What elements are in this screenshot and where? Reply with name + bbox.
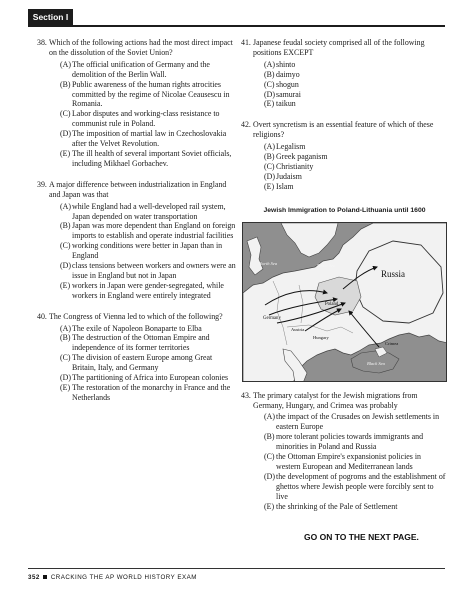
answer-option-text: samurai <box>276 89 301 99</box>
question-stem: The Congress of Vienna led to which of the following? <box>49 311 223 321</box>
answer-option <box>49 129 236 149</box>
answer-option <box>49 324 236 334</box>
answer-option-text: Islam <box>276 181 294 191</box>
answer-option-letter: (D) <box>60 373 71 383</box>
answer-option-letter: (C) <box>60 353 71 363</box>
answer-option-letter: (E) <box>264 181 275 191</box>
answer-option-text: Christianity <box>276 161 314 171</box>
answer-option-letter: (C) <box>264 79 275 89</box>
question-number: 40. <box>37 311 47 321</box>
answer-option-letter: (D) <box>264 471 275 481</box>
right-question-list <box>242 38 447 192</box>
answer-option-letter: (B) <box>60 79 71 89</box>
map-label-north-sea: North Sea <box>259 260 278 266</box>
answer-option <box>253 432 447 452</box>
answer-option-letter: (C) <box>60 109 71 119</box>
answer-option <box>49 149 236 169</box>
answer-option <box>49 241 236 261</box>
answer-option-text: The restoration of the monarchy in France and the Netherlands <box>72 383 231 402</box>
answer-option-text: working conditions were better in Japan than in England <box>72 241 223 261</box>
answer-option-letter: (A) <box>60 59 71 69</box>
answer-option-letter: (A) <box>264 412 275 422</box>
map-label-crimea: Crimea <box>385 340 399 346</box>
map-label-austria: Austria <box>291 326 305 332</box>
answer-option-text: The ill health of several important Soviet officials, including Mikhael Gorbachev. <box>72 148 232 168</box>
answer-option-text: the Ottoman Empire's expansionist policies in western European and Mediterranean lands <box>276 452 421 471</box>
answer-option-text: The exile of Napoleon Bonaparte to Elba <box>72 323 202 333</box>
answer-option <box>253 60 447 70</box>
question-stem: The primary catalyst for the Jewish migrations from Germany, Hungary, and Crimea was probably <box>253 390 418 410</box>
map-label-russia: Russia <box>381 268 406 279</box>
answer-option <box>253 412 447 432</box>
answer-option-text: taikun <box>276 99 296 109</box>
answer-option-letter: (A) <box>264 59 275 69</box>
answer-option <box>49 261 236 281</box>
answer-option-text: Japan was more dependent than England on foreign imports to establish and operate industrial facilities <box>72 221 236 241</box>
answer-option <box>253 99 447 109</box>
map-title: Jewish Immigration to Poland-Lithuania until 1600 <box>263 206 426 214</box>
map-svg <box>243 223 447 382</box>
question-number: 38. <box>37 38 47 47</box>
answer-option-letter: (D) <box>264 171 275 181</box>
question-stem: A major difference between industrialization in England and Japan was that <box>49 179 227 199</box>
answer-option-text: workers in Japan were gender-segregated, while workers in England were entirely integrated <box>72 280 224 300</box>
answer-option-text: Legalism <box>276 142 306 152</box>
answer-option-letter: (C) <box>264 452 275 462</box>
map-label-poland: Poland <box>325 301 339 307</box>
question-number: 43. <box>241 390 251 400</box>
question-43-container <box>242 391 447 512</box>
answer-option-letter: (C) <box>60 241 71 251</box>
answer-option-text: class tensions between workers and owners were an issue in England but not in Japan <box>72 261 236 280</box>
question-stem: Japanese feudal society comprised all of the following positions EXCEPT <box>253 38 425 57</box>
answer-option-text: the shrinking of the Pale of Settlement <box>276 501 398 511</box>
answer-option <box>253 152 447 162</box>
book-title: CRACKING THE AP WORLD HISTORY EXAM <box>50 574 197 581</box>
question-number: 39. <box>37 179 47 189</box>
answer-option <box>49 80 236 110</box>
answer-options <box>253 412 447 511</box>
footer-separator <box>43 575 47 579</box>
answer-options <box>253 60 447 110</box>
section-label: Section I <box>28 9 73 25</box>
page-footer <box>28 574 197 581</box>
answer-option-text: daimyo <box>276 69 300 79</box>
answer-option-text: The destruction of the Ottoman Empire and independence of its former territories <box>72 333 210 353</box>
answer-option-text: the impact of the Crusades on Jewish settlements in eastern Europe <box>276 412 440 432</box>
right-column <box>242 38 447 511</box>
question-number: 42. <box>241 120 251 130</box>
answer-option <box>253 142 447 152</box>
left-column <box>38 38 236 403</box>
answer-option <box>253 90 447 100</box>
answer-option-text: Greek paganism <box>276 152 328 162</box>
question-number: 41. <box>241 38 251 47</box>
answer-option-letter: (B) <box>60 333 71 343</box>
answer-option-text: The division of eastern Europe among Great Britain, Italy, and Germany <box>72 353 213 373</box>
map-label-germany: Germany <box>263 315 281 321</box>
go-on-notice: GO ON TO THE NEXT PAGE. <box>304 532 419 542</box>
answer-option-text: more tolerant policies towards immigrants and minorities in Poland and Russia <box>276 432 424 452</box>
question <box>242 391 447 512</box>
answer-option <box>253 452 447 472</box>
answer-option-text: shinto <box>276 59 296 69</box>
question-stem: Which of the following actions had the most direct impact on the dissolution of the Soviet Union? <box>49 38 233 57</box>
map-label-black-sea: Black Sea <box>367 360 385 366</box>
answer-options <box>49 202 236 301</box>
answer-option-text: shogun <box>276 79 299 89</box>
question <box>38 38 236 169</box>
answer-option-text: Public awareness of the human rights atrocities committed by the regime of Nicolae Ceausescu in Romania. <box>72 79 230 109</box>
answer-option <box>253 162 447 172</box>
question <box>38 312 236 403</box>
answer-option <box>49 353 236 373</box>
page-number: 352 <box>28 574 40 581</box>
answer-option <box>49 333 236 353</box>
answer-option <box>49 202 236 222</box>
question <box>242 38 447 109</box>
answer-option-text: while England had a well-developed rail system, Japan depended on water transportation <box>72 201 226 221</box>
map-label-baltic-sea: Baltic Sea <box>317 262 336 268</box>
answer-option <box>49 383 236 403</box>
migration-map <box>242 222 447 382</box>
answer-option <box>49 373 236 383</box>
answer-option-text: Judaism <box>276 171 302 181</box>
answer-option-letter: (C) <box>264 161 275 171</box>
answer-option <box>49 109 236 129</box>
answer-option <box>253 472 447 502</box>
answer-option-letter: (A) <box>264 142 275 152</box>
answer-option-letter: (D) <box>264 89 275 99</box>
answer-option <box>253 70 447 80</box>
answer-option-text: The imposition of martial law in Czechoslovakia after the Velvet Revolution. <box>72 129 227 149</box>
answer-option <box>253 182 447 192</box>
answer-option-text: The official unification of Germany and the demolition of the Berlin Wall. <box>72 59 210 79</box>
answer-option-text: the development of pogroms and the establishment of ghettos where Jewish people were forcibly sent to live <box>276 471 446 501</box>
answer-options <box>49 60 236 169</box>
answer-option-letter: (B) <box>264 69 275 79</box>
answer-option-letter: (E) <box>264 99 275 109</box>
answer-option-letter: (D) <box>60 129 71 139</box>
answer-option-letter: (E) <box>60 383 71 392</box>
answer-option-text: Labor disputes and working-class resistance to communist rule in Poland. <box>72 109 220 129</box>
answer-option-letter: (A) <box>60 323 71 333</box>
header-rule <box>28 25 445 27</box>
poland-region <box>315 277 361 315</box>
question <box>38 180 236 301</box>
answer-option-letter: (A) <box>60 201 71 211</box>
answer-option-letter: (D) <box>60 261 71 271</box>
footer-rule <box>28 568 445 569</box>
answer-option-letter: (E) <box>264 501 275 511</box>
answer-option-letter: (B) <box>264 432 275 442</box>
answer-option-letter: (E) <box>60 280 71 290</box>
answer-options <box>253 142 447 192</box>
answer-options <box>49 324 236 403</box>
left-question-list <box>38 38 236 403</box>
question-stem: Overt syncretism is an essential feature of which of these religions? <box>253 120 434 140</box>
question <box>242 120 447 191</box>
map-label-hungary: Hungary <box>313 334 329 340</box>
answer-option-letter: (B) <box>60 221 71 231</box>
answer-option <box>49 281 236 301</box>
answer-option <box>49 60 236 80</box>
answer-option <box>253 502 447 512</box>
answer-option <box>49 221 236 241</box>
answer-option-text: The partitioning of Africa into European colonies <box>72 373 229 383</box>
answer-option <box>253 172 447 182</box>
answer-option <box>253 80 447 90</box>
answer-option-letter: (E) <box>60 148 71 158</box>
answer-option-letter: (B) <box>264 152 275 162</box>
